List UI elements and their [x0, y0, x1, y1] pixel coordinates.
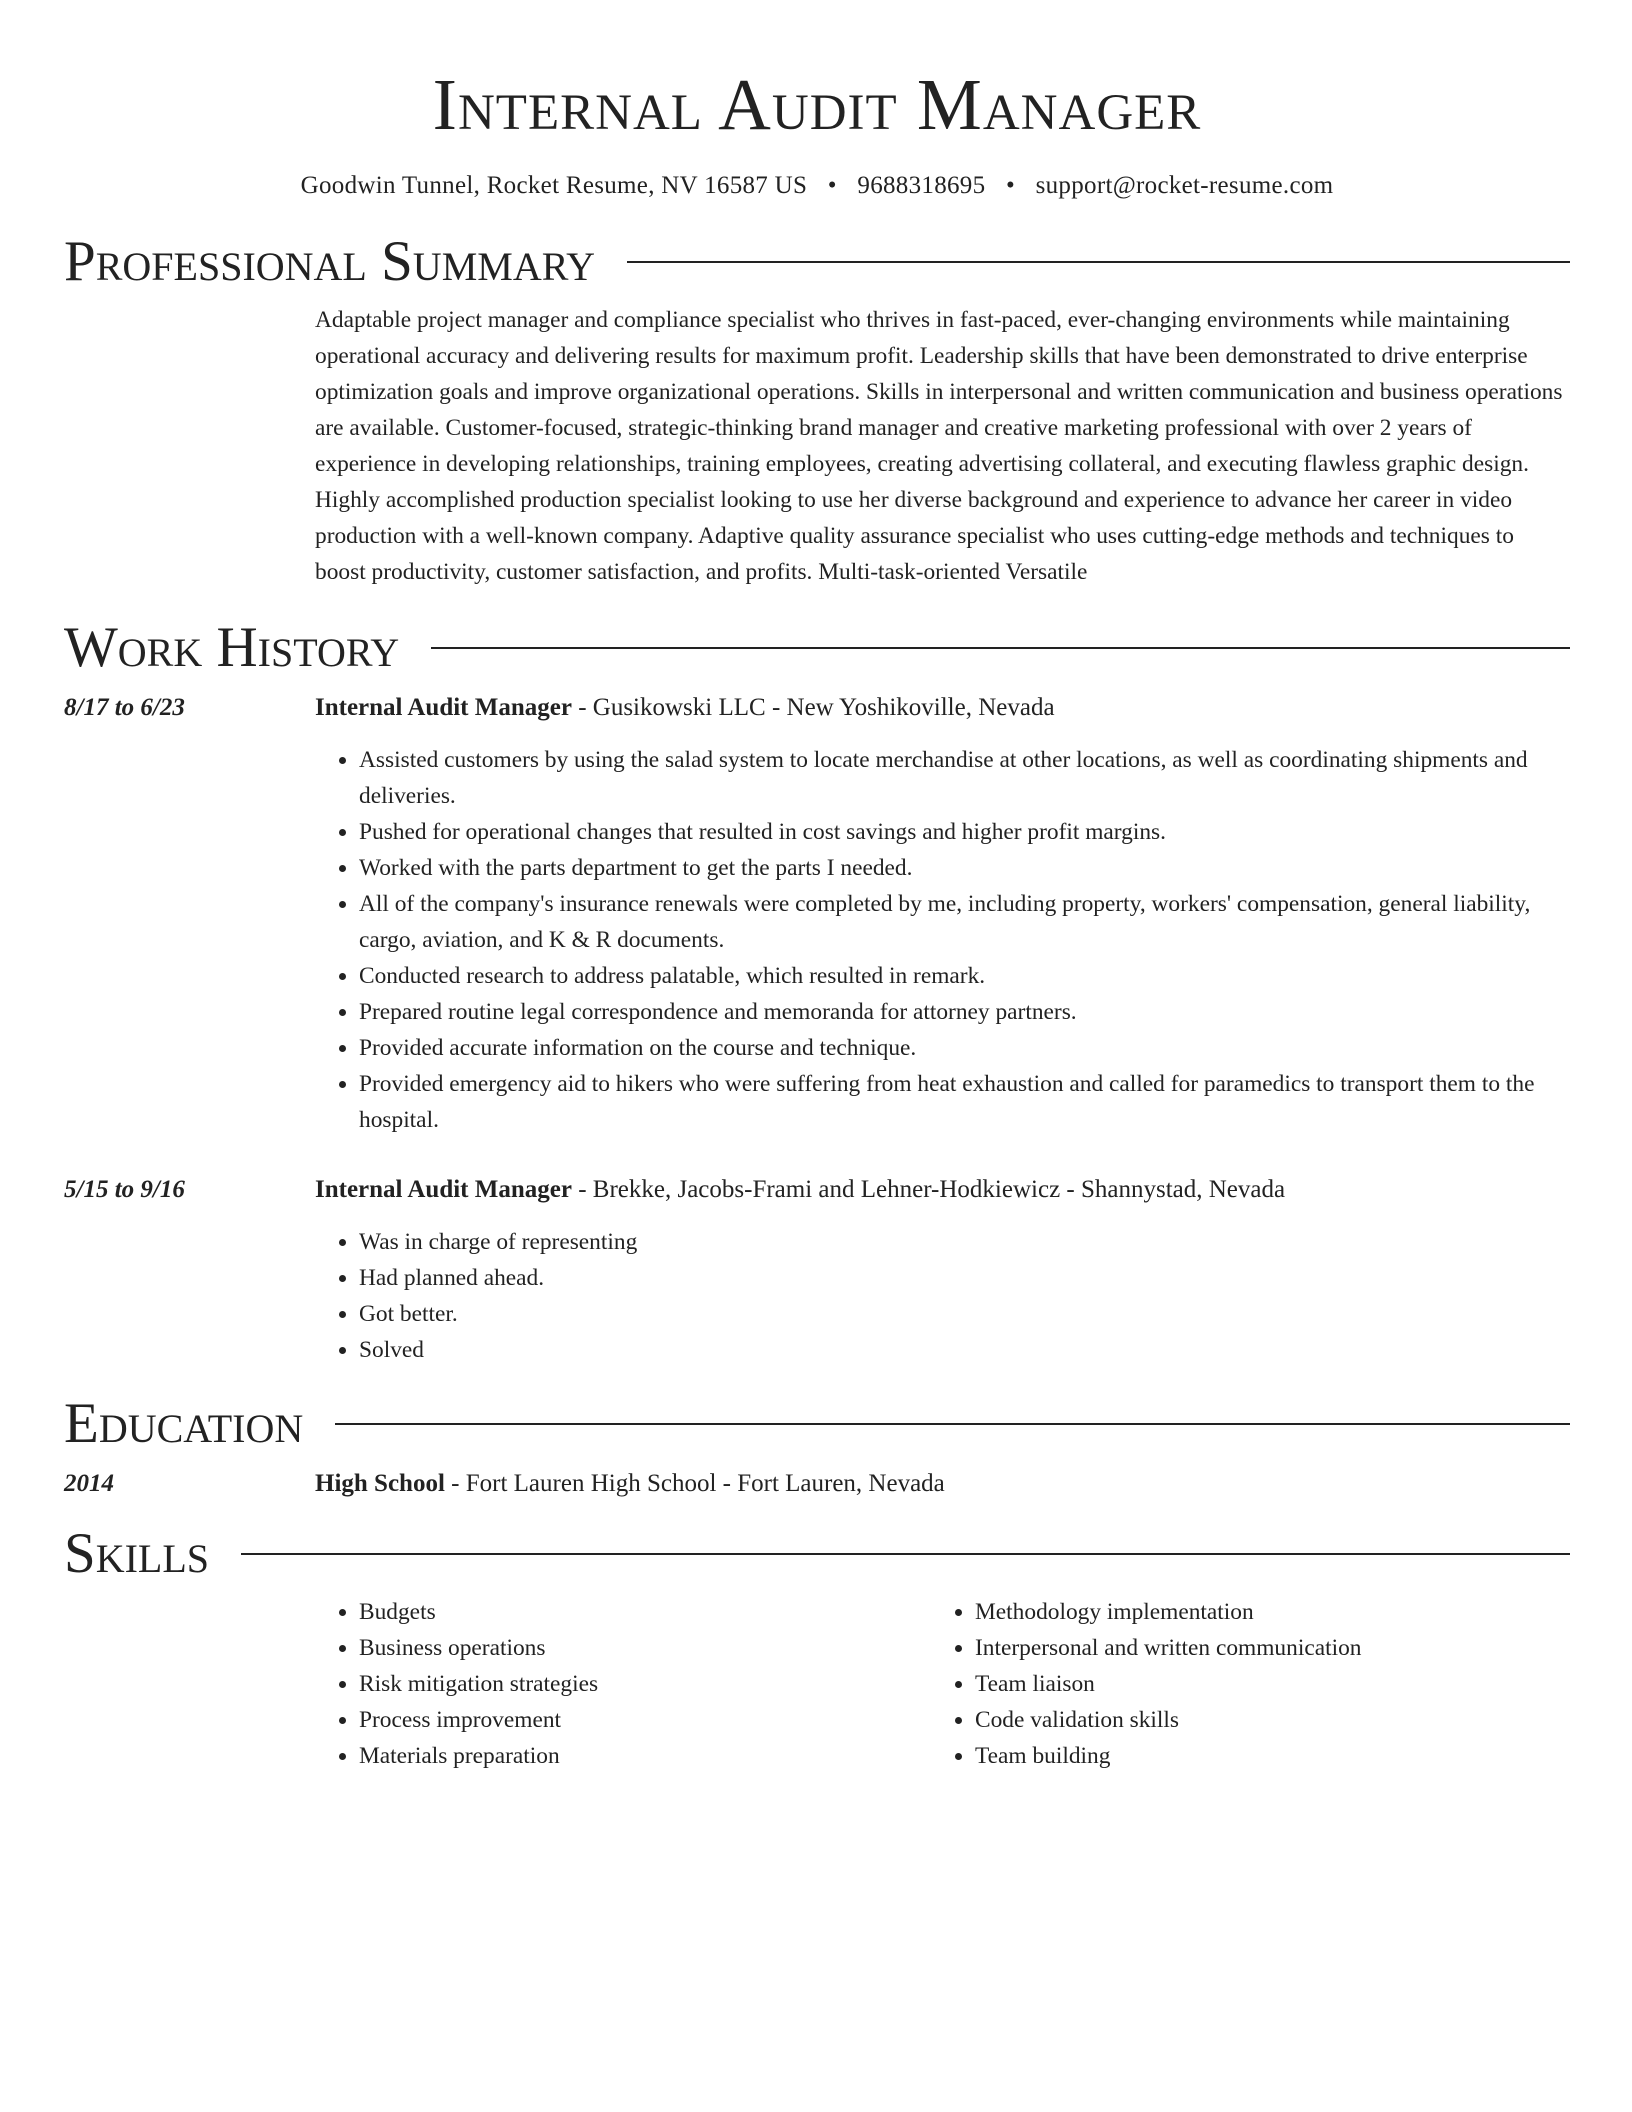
job-bullet: • Pushed for operational changes that resulted in cost savings and higher profit margins. — [359, 814, 1570, 850]
contact-line — [64, 170, 1570, 202]
job-role: Internal Audit Manager — [315, 1176, 572, 1203]
skills-section-header — [64, 1522, 1570, 1586]
education-section-header — [64, 1392, 1570, 1456]
job-bullet: • Assisted customers by using the salad system to locate merchandise at other locations, as well as coordinating shipments and deliveries. — [359, 742, 1570, 814]
job-dates: 5/15 to 9/16 — [64, 1176, 185, 1203]
skills-columns — [315, 1594, 1570, 1774]
work-section-header — [64, 616, 1570, 680]
address: Goodwin Tunnel, Rocket Resume, NV 16587 US — [300, 172, 808, 199]
education-entry — [64, 1466, 1570, 1502]
section-divider — [431, 647, 1570, 649]
summary-section-header — [64, 230, 1570, 294]
job-body — [315, 690, 1570, 1138]
job-body — [315, 1172, 1570, 1368]
job-heading — [315, 690, 1570, 726]
job-bullet: • Prepared routine legal correspondence and memoranda for attorney partners. — [359, 994, 1570, 1030]
job-bullet: • All of the company's insurance renewals were completed by me, including property, workers' compensation, general liability, cargo, aviation, and K & R documents. — [359, 886, 1570, 958]
summary-title: Professional Summary — [64, 230, 596, 293]
separator-dot: • — [827, 172, 837, 199]
section-divider — [241, 1553, 1570, 1555]
job-entry — [64, 1172, 1570, 1368]
section-divider — [335, 1423, 1570, 1425]
education-year: 2014 — [64, 1470, 114, 1497]
education-school: - Fort Lauren High School - Fort Lauren, Nevada — [444, 1470, 945, 1497]
separator-dot: • — [1005, 172, 1016, 199]
job-bullet: • Worked with the parts department to get the parts I needed. — [359, 850, 1570, 886]
job-bullet: • Provided emergency aid to hikers who were suffering from heat exhaustion and called for paramedics to transport them to the hospital. — [359, 1066, 1570, 1138]
skill-item: • Budgets — [359, 1594, 931, 1630]
resume-name: Internal Audit Manager — [432, 64, 1202, 145]
email: support@rocket-resume.com — [1035, 172, 1334, 199]
job-employer: - Gusikowski LLC - New Yoshikoville, Nevada — [571, 694, 1055, 721]
education-degree: High School — [315, 1470, 445, 1497]
education-title: Education — [64, 1392, 304, 1455]
job-bullets — [315, 742, 1570, 1138]
job-bullet: • Had planned ahead. — [359, 1260, 1570, 1296]
skill-item: • Process improvement — [359, 1702, 931, 1738]
summary-text: Adaptable project manager and compliance specialist who thrives in fast-paced, ever-changing environments while maintaining operational accuracy and delivering results for maximum profit. Leadership skills that have been demonstrated to drive enterprise optimization goals and improve organizational operations. Skills in interpersonal and written communication and business operations are available. Customer-focused, strategic-thinking brand manager and creative marketing professional with over 2 years of experience in developing relationships, training employees, creating advertising collateral, and executing flawless graphic design. Highly accomplished production specialist looking to use her diverse background and experience to advance her career in video production with a well-known company. Adaptive quality assurance specialist who uses cutting-edge methods and techniques to boost productivity, customer satisfaction, and profits. Multi-task-oriented Versatile — [315, 307, 1563, 585]
skills-column-left — [315, 1594, 931, 1774]
skill-item: • Materials preparation — [359, 1738, 931, 1774]
job-heading — [315, 1172, 1570, 1208]
job-bullet: • Provided accurate information on the course and technique. — [359, 1030, 1570, 1066]
phone: 9688318695 — [857, 172, 986, 199]
work-title: Work History — [64, 616, 400, 679]
skills-column-right — [931, 1594, 1547, 1774]
job-bullets — [315, 1224, 1570, 1368]
skill-item: • Interpersonal and written communication — [975, 1630, 1547, 1666]
job-bullet: • Got better. — [359, 1296, 1570, 1332]
job-bullet: • Was in charge of representing — [359, 1224, 1570, 1260]
job-bullet: • Conducted research to address palatable, which resulted in remark. — [359, 958, 1570, 994]
skills-list — [931, 1594, 1547, 1774]
education-body — [315, 1466, 1570, 1502]
resume-page — [64, 0, 1570, 1774]
job-employer: - Brekke, Jacobs-Frami and Lehner-Hodkiewicz - Shannystad, Nevada — [571, 1176, 1286, 1203]
job-role: Internal Audit Manager — [315, 694, 572, 721]
skill-item: • Team building — [975, 1738, 1547, 1774]
job-dates: 8/17 to 6/23 — [64, 694, 185, 721]
skill-item: • Business operations — [359, 1630, 931, 1666]
skill-item: • Code validation skills — [975, 1702, 1547, 1738]
job-bullet: • Solved — [359, 1332, 1570, 1368]
skill-item: • Methodology implementation — [975, 1594, 1547, 1630]
job-entry — [64, 690, 1570, 1138]
section-divider — [627, 261, 1570, 263]
skills-list — [315, 1594, 931, 1774]
skills-title: Skills — [64, 1522, 210, 1585]
skill-item: • Risk mitigation strategies — [359, 1666, 931, 1702]
education-heading — [315, 1466, 1570, 1502]
skill-item: • Team liaison — [975, 1666, 1547, 1702]
